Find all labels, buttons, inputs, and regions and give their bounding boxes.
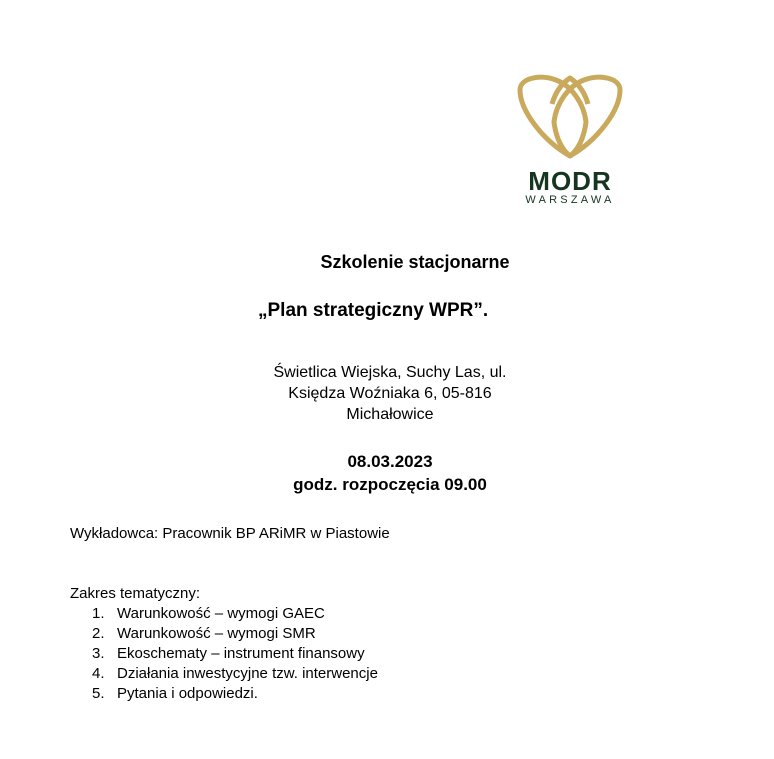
list-item-text: Pytania i odpowiedzi. — [117, 685, 258, 702]
list-item — [92, 624, 378, 644]
list-item-number: 2. — [92, 625, 105, 642]
location-line: Księdza Woźniaka 6, 05-816 — [288, 385, 492, 402]
logo-name: MODR — [528, 166, 612, 196]
list-item-text: Ekoschematy – instrument finansowy — [117, 645, 365, 662]
list-item-text: Warunkowość – wymogi SMR — [117, 625, 316, 642]
scope-label: Zakres tematyczny: — [70, 585, 201, 602]
list-item — [92, 664, 378, 684]
location-line: Michałowice — [346, 406, 434, 423]
list-item — [92, 604, 378, 624]
list-item-text: Działania inwestycyjne tzw. interwencje — [117, 665, 378, 682]
training-type-heading: Szkolenie stacjonarne — [320, 252, 510, 272]
event-time: godz. rozpoczęcia 09.00 — [293, 475, 487, 494]
list-item-text: Warunkowość – wymogi GAEC — [117, 605, 325, 622]
location-line: Świetlica Wiejska, Suchy Las, ul. — [273, 364, 507, 381]
list-item-number: 3. — [92, 645, 105, 662]
modr-logo — [512, 70, 628, 210]
logo-subtitle: WARSZAWA — [525, 194, 615, 206]
trefoil-emblem-icon — [512, 70, 628, 162]
topics-list — [92, 604, 378, 704]
list-item-number: 5. — [92, 685, 105, 702]
event-date: 08.03.2023 — [347, 452, 433, 471]
list-item — [92, 644, 378, 664]
training-title: „Plan strategiczny WPR”. — [258, 300, 489, 321]
list-item — [92, 684, 378, 704]
list-item-number: 4. — [92, 665, 105, 682]
location-block — [240, 362, 540, 425]
list-item-number: 1. — [92, 605, 105, 622]
lecturer-info: Wykładowca: Pracownik BP ARiMR w Piastowie — [70, 525, 390, 542]
schedule-block — [240, 450, 540, 496]
